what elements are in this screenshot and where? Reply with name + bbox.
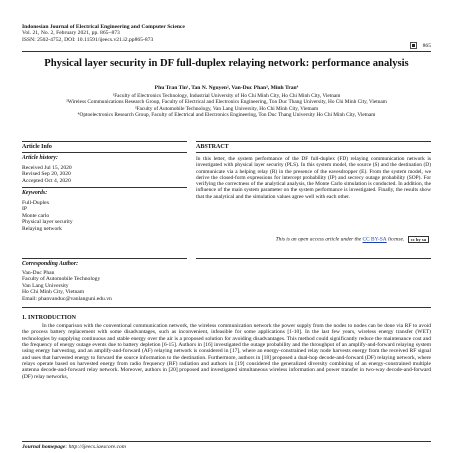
abstract-heading: ABSTRACT — [196, 144, 229, 150]
affiliations — [40, 93, 413, 118]
license-suffix: license. — [388, 236, 405, 243]
journal-header — [22, 24, 185, 43]
keywords-rule — [22, 187, 187, 188]
cc-license-badge: cc by sa — [408, 236, 429, 243]
abstract-text: In this letter, the system performance of the DF full-duplex (FD) relaying communication network is investigated with physical layer security (PLS). In this system model, the source (S) and the destination (D) communicate via a helping relay (R) in the presence of the eavesdropper (E). From the system model, we derive the closed-form expressions for intercept probability (IP) and secrecy outage probability (SOP). For verifying the correctness of the analytical analysis, the Monte Carlo simulation is conducted. In addition, the influence of the main system parameter on the system performance is investigated. Finally, the results show that the analytical and the simulation values agree well with each other. — [196, 156, 431, 200]
homepage-label: Journal homepage — [22, 444, 66, 450]
introduction-text: In the comparison with the conventional communication network, the wireless communication network the power supply from the nodes to nodes can be done via RF to avoid the process battery replacement with some disadvantages, such as inconvenient, infeasible for some applications [1-10]. In the last few years, wireless energy transfer (WET) technologies by supplying continuous and stable energy over the air is a proposed solution for avoiding disadvantages. This method could significantly reduce the maintenance cost and the frequency of energy outage events due to battery depletion [6-15]. Authors in [16] investigated the outage probability and the throughput of an amplify-and-forward relaying system using energy harvesting, and an amplify-and-forward (AF) relaying network is considered in [17], where an energy-constrained relay node harvests energy from the received RF signal and uses that harvested energy to forward the source information to the destination. Furthermore, authors in [18] proposed a dual-hop decode-and-forward (DF) relaying network, where relays operate based on harvested energy from radio frequency (RF) radiation and authors in [19] considered the generalized diversity combining of an energy-constrained multiple antenna decode-and-forward relay network. Moreover, authors in [20] proposed and investigated simultaneous wireless information and power transfer in two-way decode-and-forward (DF) relay networks, — [22, 323, 431, 380]
corresponding-university: Van Lang University — [22, 282, 69, 289]
journal-logo-icon — [410, 42, 417, 49]
keywords-label: Keywords: — [22, 190, 48, 196]
journal-volume: Vol. 21, No. 2, February 2021, pp. 865~873 — [22, 30, 120, 37]
page-number: 865 — [422, 43, 431, 49]
affiliation-4: ⁴Optoelectronics Research Group, Faculty of Electrical and Electronics Engineering, Ton Duc Thang University Ho Chi Minh City, Vietnam — [77, 111, 376, 118]
article-history — [22, 155, 187, 184]
received-date: Received Jul 15, 2020 — [22, 164, 72, 171]
paper-title: Physical layer security in DF full-duplex relaying network: performance analysis — [44, 58, 409, 69]
keyword-item: Monte carlo — [22, 212, 50, 219]
corresponding-email: Email: phanvanduc@vanlanguni.edu.vn — [22, 295, 112, 302]
affiliation-1: ¹Faculty of Electronics Technology, Industrial University of Ho Chi Minh City, Ho Chi Minh City, Vietnam — [112, 93, 341, 99]
corresponding-top-rule — [22, 258, 187, 259]
corresponding-label: Corresponding Author: — [22, 261, 79, 267]
corresponding-name: Van-Duc Phan — [22, 269, 55, 276]
corresponding-city: Ho Chi Minh City, Vietnam — [22, 289, 85, 295]
accepted-date: Accepted Oct 4, 2020 — [22, 177, 71, 184]
corresponding-author — [22, 261, 187, 302]
affiliation-2: ²Wireless Communications Research Group, Faculty of Electrical and Electronics Engineering, Ton Duc Thang University, Ho Chi Minh City, Vietnam — [66, 99, 387, 106]
license-line — [196, 236, 431, 243]
journal-issn: ISSN: 2502-4752, DOI: 10.11591/ijeecs.v21.i2.pp865-873 — [22, 36, 154, 43]
abstract-top-rule — [196, 141, 431, 142]
article-history-label: Article history: — [22, 155, 58, 161]
keyword-item: Physical layer security — [22, 219, 73, 225]
article-info-heading: Article Info — [22, 144, 52, 150]
keyword-item: Full-Duplex — [22, 199, 50, 206]
affiliation-3: ³Faculty of Automobile Technology, Van Lang University, Ho Chi Minh City, Vietnam — [134, 105, 319, 112]
author-list: Phu Tran Tin¹, Tan N. Nguyen², Van-Duc Phan³, Minh Tran⁴ — [154, 85, 299, 91]
abstract-heading-rule — [196, 152, 431, 153]
revised-date: Revised Sep 20, 2020 — [22, 171, 71, 177]
footer-rule — [22, 441, 431, 442]
keyword-item: IP — [22, 206, 27, 212]
license-link[interactable]: CC BY-SA — [362, 236, 387, 243]
journal-homepage — [22, 444, 126, 450]
introduction-heading: 1. INTRODUCTION — [22, 315, 77, 321]
abstract-bottom-rule — [196, 258, 431, 259]
keywords-block — [22, 190, 187, 232]
journal-name: Indonesian Journal of Electrical Engineering and Computer Science — [22, 24, 185, 30]
header-rule — [22, 51, 431, 52]
homepage-url[interactable]: : http://ijeecs.iaescore.com — [65, 444, 126, 450]
keyword-item: Relaying network — [22, 225, 62, 232]
corresponding-bottom-rule — [22, 307, 431, 308]
info-top-rule — [22, 141, 187, 142]
corresponding-faculty: Faculty of Automobile Technology — [22, 276, 101, 282]
info-heading-rule — [22, 152, 187, 153]
license-prefix: This is an open access article under the — [275, 236, 362, 243]
